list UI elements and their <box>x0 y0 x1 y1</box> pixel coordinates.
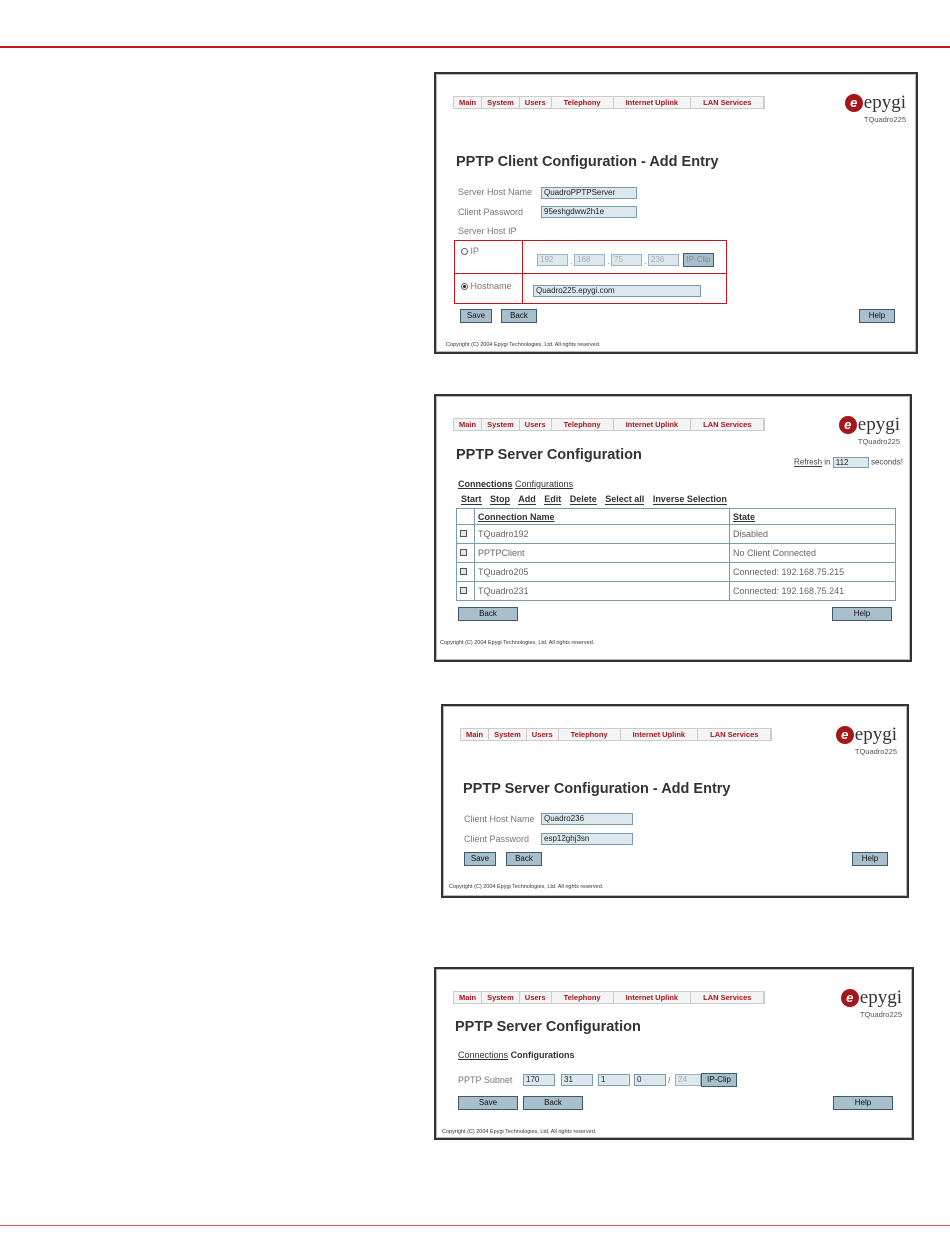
nav-users[interactable]: Users <box>527 729 559 740</box>
connection-state: Disabled <box>730 525 896 544</box>
nav-lan-services[interactable]: LAN Services <box>691 992 764 1003</box>
nav-main[interactable]: Main <box>454 97 482 108</box>
main-nav <box>453 418 765 431</box>
nav-lan-services[interactable]: LAN Services <box>691 97 764 108</box>
device-name: TQuadro225 <box>857 437 900 446</box>
tab-connections[interactable]: Connections <box>458 479 513 489</box>
tab-configurations[interactable]: Configurations <box>515 479 574 489</box>
connection-state: Connected: 192.168.75.241 <box>730 582 896 601</box>
page-title: PPTP Server Configuration <box>456 447 642 463</box>
hostname-field[interactable]: Quadro225.epygi.com <box>533 285 701 297</box>
hostname-option[interactable]: Hostname <box>461 281 512 291</box>
save-button[interactable]: Save <box>464 852 496 866</box>
nav-telephony[interactable]: Telephony <box>552 419 614 430</box>
nav-internet-uplink[interactable]: Internet Uplink <box>614 992 692 1003</box>
table-row <box>457 582 896 601</box>
inverse-selection-action[interactable]: Inverse Selection <box>652 494 727 504</box>
delete-action[interactable]: Delete <box>569 494 597 504</box>
nav-users[interactable]: Users <box>520 992 552 1003</box>
nav-main[interactable]: Main <box>461 729 489 740</box>
nav-main[interactable]: Main <box>454 419 482 430</box>
nav-users[interactable]: Users <box>520 419 552 430</box>
epygi-logo: e epygi TQuadro225 <box>836 724 897 756</box>
main-nav <box>453 96 765 109</box>
nav-lan-services[interactable]: LAN Services <box>691 419 764 430</box>
epygi-logo: e epygi TQuadro225 <box>845 92 906 124</box>
page-title: PPTP Server Configuration <box>455 1019 641 1035</box>
pptp-client-add-panel: Main System Users Telephony Internet Uplink LAN Services e epygi TQuadro225 PPTP Client Configuration - Add Entry Server Host Name QuadroPPTPServer Client Password 95eshgdww2h1e Server Host IP IP 192 . 168 . 75 . 236 IP-Clip Hostname Quadro225.epygi.com Save Back Help Copyright (C) 2004 Epygi Technologies, Ltd. All rights reserved. <box>434 72 918 354</box>
connection-name[interactable]: PPTPClient <box>475 544 730 563</box>
footer-rule <box>0 1225 950 1226</box>
ip-clip-button[interactable]: IP-Clip <box>701 1073 737 1087</box>
save-button[interactable]: Save <box>460 309 492 323</box>
connection-name[interactable]: TQuadro205 <box>475 563 730 582</box>
device-name: TQuadro225 <box>854 747 897 756</box>
hostname-radio[interactable] <box>461 283 468 290</box>
connections-table <box>456 508 896 601</box>
nav-telephony[interactable]: Telephony <box>552 97 614 108</box>
back-button[interactable]: Back <box>506 852 542 866</box>
subnet-octet-1[interactable]: 170 <box>523 1074 555 1086</box>
main-nav <box>460 728 772 741</box>
header-rule <box>0 46 950 48</box>
nav-users[interactable]: Users <box>520 97 552 108</box>
ip-radio[interactable] <box>461 248 468 255</box>
nav-main[interactable]: Main <box>454 992 482 1003</box>
nav-telephony[interactable]: Telephony <box>559 729 621 740</box>
epygi-logo: e epygi TQuadro225 <box>839 414 900 446</box>
back-button[interactable]: Back <box>501 309 537 323</box>
refresh-link[interactable]: Refresh <box>794 457 823 467</box>
main-nav <box>453 991 765 1004</box>
row-checkbox[interactable] <box>460 587 467 594</box>
refresh-seconds-field[interactable]: 112 <box>833 457 869 468</box>
tabs <box>458 479 573 489</box>
nav-system[interactable]: System <box>482 97 520 108</box>
server-host-name-field[interactable]: QuadroPPTPServer <box>541 187 637 199</box>
device-name: TQuadro225 <box>859 1010 902 1019</box>
table-row <box>457 525 896 544</box>
copyright: Copyright (C) 2004 Epygi Technologies, Ltd. All rights reserved. <box>442 1129 597 1135</box>
ip-octet-4[interactable]: 236 <box>648 254 679 266</box>
epygi-logo: e epygi TQuadro225 <box>841 987 902 1019</box>
row-checkbox[interactable] <box>460 530 467 537</box>
back-button[interactable]: Back <box>458 607 518 621</box>
nav-internet-uplink[interactable]: Internet Uplink <box>621 729 699 740</box>
nav-system[interactable]: System <box>482 419 520 430</box>
nav-telephony[interactable]: Telephony <box>552 992 614 1003</box>
row-checkbox[interactable] <box>460 568 467 575</box>
tab-configurations[interactable]: Configurations <box>510 1050 575 1060</box>
page-title: PPTP Server Configuration - Add Entry <box>463 781 731 797</box>
select-all-action[interactable]: Select all <box>605 494 645 504</box>
edit-action[interactable]: Edit <box>544 494 562 504</box>
pptp-server-configurations-panel: Main System Users Telephony Internet Uplink LAN Services e epygi TQuadro225 PPTP Server Configuration Connections Configurations PPTP Subnet 170 31 1 0 / 24 IP-Clip Save Back Help Copyright (C) 2004 Epygi Technologies, Ltd. All rights reserved. <box>434 967 914 1140</box>
connection-name[interactable]: TQuadro231 <box>475 582 730 601</box>
nav-lan-services[interactable]: LAN Services <box>698 729 771 740</box>
add-action[interactable]: Add <box>518 494 536 504</box>
stop-action[interactable]: Stop <box>490 494 511 504</box>
client-password-field[interactable]: 95eshgdww2h1e <box>541 206 637 218</box>
subnet-octet-4[interactable]: 0 <box>634 1074 666 1086</box>
client-password-label: Client Password <box>464 834 530 844</box>
epygi-logo-icon: e <box>839 416 857 434</box>
pptp-subnet-label: PPTP Subnet <box>458 1075 513 1085</box>
ip-octet-3[interactable]: 75 <box>611 254 642 266</box>
connection-state: Connected: 192.168.75.215 <box>730 563 896 582</box>
nav-system[interactable]: System <box>482 992 520 1003</box>
ip-option[interactable]: IP <box>461 246 479 256</box>
start-action[interactable]: Start <box>461 494 482 504</box>
save-button[interactable]: Save <box>458 1096 518 1110</box>
nav-internet-uplink[interactable]: Internet Uplink <box>614 97 692 108</box>
ip-clip-button[interactable]: IP-Clip <box>683 253 714 267</box>
client-password-label: Client Password <box>458 207 524 217</box>
tabs <box>458 1050 575 1060</box>
nav-system[interactable]: System <box>489 729 527 740</box>
row-checkbox[interactable] <box>460 549 467 556</box>
copyright: Copyright (C) 2004 Epygi Technologies, Ltd. All rights reserved. <box>449 884 604 890</box>
column-state[interactable]: State <box>730 509 896 525</box>
epygi-logo-icon: e <box>841 989 859 1007</box>
connection-state: No Client Connected <box>730 544 896 563</box>
server-host-name-label: Server Host Name <box>458 187 533 197</box>
ip-octet-1[interactable]: 192 <box>537 254 568 266</box>
device-name: TQuadro225 <box>863 115 906 124</box>
tab-connections[interactable]: Connections <box>458 1050 509 1060</box>
table-row <box>457 563 896 582</box>
help-button[interactable]: Help <box>859 309 895 323</box>
help-button[interactable]: Help <box>852 852 888 866</box>
client-host-name-field[interactable]: Quadro236 <box>541 813 633 825</box>
subnet-mask-field[interactable]: 24 <box>675 1074 701 1086</box>
help-button[interactable]: Help <box>833 1096 893 1110</box>
pptp-server-connections-panel <box>434 394 912 662</box>
epygi-logo-icon: e <box>836 726 854 744</box>
column-connection-name[interactable]: Connection Name <box>475 509 730 525</box>
epygi-logo-icon: e <box>845 94 863 112</box>
ip-octet-2[interactable]: 168 <box>574 254 605 266</box>
action-bar <box>461 494 733 504</box>
copyright: Copyright (C) 2004 Epygi Technologies, Ltd. All rights reserved. <box>446 342 601 348</box>
table-row <box>457 544 896 563</box>
subnet-octet-2[interactable]: 31 <box>561 1074 593 1086</box>
refresh-control: Refresh in 112 seconds! <box>794 457 903 467</box>
subnet-octet-3[interactable]: 1 <box>598 1074 630 1086</box>
nav-internet-uplink[interactable]: Internet Uplink <box>614 419 692 430</box>
client-password-field[interactable]: esp12ghj3sn <box>541 833 633 845</box>
pptp-server-add-panel <box>441 704 909 898</box>
help-button[interactable]: Help <box>832 607 892 621</box>
client-host-name-label: Client Host Name <box>464 814 535 824</box>
connection-name[interactable]: TQuadro192 <box>475 525 730 544</box>
back-button[interactable]: Back <box>523 1096 583 1110</box>
server-host-ip-label: Server Host IP <box>458 226 517 236</box>
page-title: PPTP Client Configuration - Add Entry <box>456 154 719 170</box>
copyright: Copyright (C) 2004 Epygi Technologies, Ltd. All rights reserved. <box>440 640 595 646</box>
